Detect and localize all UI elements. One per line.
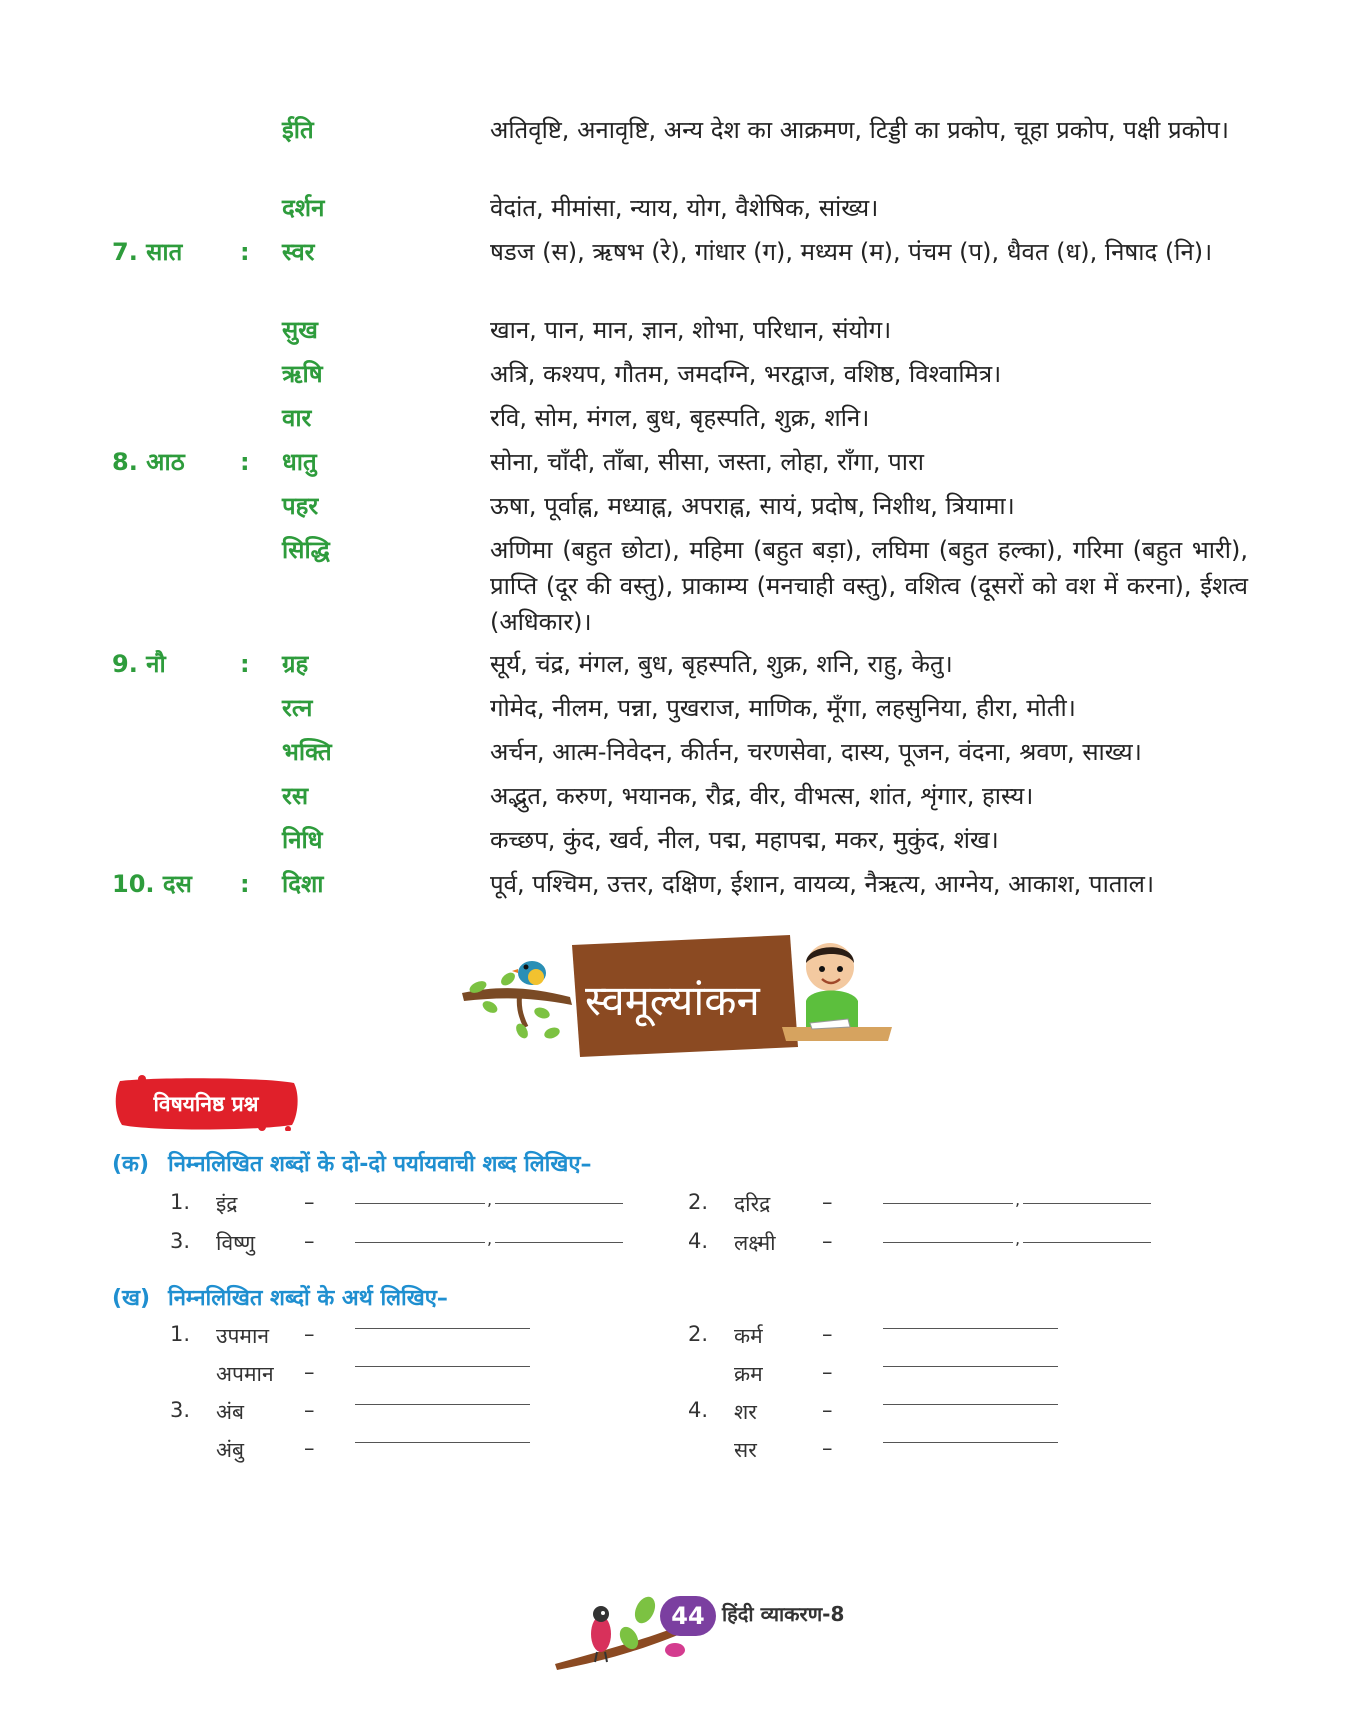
- question-kha-label: (ख): [112, 1286, 151, 1311]
- row-description: षडज (स), ऋषभ (रे), गांधार (ग), मध्यम (म), पंचम (प), धैवत (ध), निषाद (नि)।: [490, 238, 1213, 266]
- row-description: अद्भुत, करुण, भयानक, रौद्र, वीर, वीभत्स, शांत, शृंगार, हास्य।: [490, 782, 1034, 810]
- answer-blank[interactable]: [1023, 1242, 1151, 1243]
- row-description: पूर्व, पश्चिम, उत्तर, दक्षिण, ईशान, वायव्य, नैऋत्य, आग्नेय, आकाश, पाताल।: [490, 870, 1155, 898]
- answer-blank[interactable]: [495, 1203, 623, 1204]
- answer-blank[interactable]: [883, 1328, 1058, 1329]
- book-title: हिंदी व्याकरण-8: [722, 1602, 845, 1626]
- row-number: 10. दस: [112, 870, 192, 898]
- row-colon: :: [240, 238, 250, 266]
- row-number: 8. आठ: [112, 448, 185, 476]
- row-term: रत्न: [282, 694, 313, 722]
- answer-blank[interactable]: [355, 1203, 485, 1204]
- row-term: स्वर: [282, 238, 315, 266]
- row-colon: :: [240, 870, 250, 898]
- answer-blank[interactable]: [355, 1328, 530, 1329]
- answer-blank[interactable]: [883, 1203, 1013, 1204]
- row-description: गोमेद, नीलम, पन्ना, पुखराज, माणिक, मूँगा, लहसुनिया, हीरा, मोती।: [490, 694, 1076, 722]
- blank-separator: ,: [487, 1229, 493, 1248]
- banner-title: स्वमूल्यांकन: [585, 976, 760, 1025]
- blank-separator: ,: [487, 1190, 493, 1209]
- row-term: ऋषि: [282, 360, 323, 388]
- row-description: अणिमा (बहुत छोटा), महिमा (बहुत बड़ा), लघिमा (बहुत हल्का), गरिमा (बहुत भारी), प्राप्ति (दूर की वस्तु), प्राकाम्य (मनचाही वस्तु), वशित्व (दूसरों को वश में करना), ईशत्व (अधिकार)।: [490, 536, 1248, 636]
- row-term: दिशा: [282, 870, 324, 898]
- row-description: अतिवृष्टि, अनावृष्टि, अन्य देश का आक्रमण, टिड्डी का प्रकोप, चूहा प्रकोप, पक्षी प्रकोप।: [490, 116, 1230, 144]
- answer-blank[interactable]: [883, 1442, 1058, 1443]
- answer-blank[interactable]: [883, 1404, 1058, 1405]
- row-term: ग्रह: [282, 650, 309, 678]
- section-tag-label: विषयनिष्ठ प्रश्न: [153, 1092, 259, 1116]
- answer-blank[interactable]: [495, 1242, 623, 1243]
- row-term: धातु: [282, 448, 317, 476]
- row-colon: :: [240, 650, 250, 678]
- row-description: सूर्य, चंद्र, मंगल, बुध, बृहस्पति, शुक्र, शनि, राहु, केतु।: [490, 650, 953, 678]
- blank-separator: ,: [1015, 1190, 1021, 1209]
- question-ka-heading: [112, 1148, 592, 1178]
- self-assessment-banner: [460, 935, 900, 1060]
- answer-blank[interactable]: [355, 1366, 530, 1367]
- question-ka-label: (क): [112, 1152, 150, 1177]
- answer-blank[interactable]: [355, 1404, 530, 1405]
- row-number: 9. नौ: [112, 650, 166, 678]
- row-description: सोना, चाँदी, ताँबा, सीसा, जस्ता, लोहा, राँगा, पारा: [490, 448, 925, 476]
- answer-blank[interactable]: [355, 1242, 485, 1243]
- question-kha-heading: [112, 1282, 448, 1312]
- row-term: पहर: [282, 492, 319, 520]
- row-term: ईति: [282, 116, 314, 144]
- blank-separator: ,: [1015, 1229, 1021, 1248]
- question-ka-text: निम्नलिखित शब्दों के दो-दो पर्यायवाची शब्द लिखिए–: [168, 1152, 592, 1177]
- row-term: सिद्धि: [282, 536, 330, 564]
- answer-blank[interactable]: [883, 1366, 1058, 1367]
- row-term: सुख: [282, 316, 318, 344]
- row-description: रवि, सोम, मंगल, बुध, बृहस्पति, शुक्र, शनि।: [490, 404, 870, 432]
- answer-blank[interactable]: [1023, 1203, 1151, 1204]
- answer-blank[interactable]: [355, 1442, 530, 1443]
- bird-icon: [512, 961, 546, 985]
- row-description: कच्छप, कुंद, खर्व, नील, पद्म, महापद्म, मकर, मुकुंद, शंख।: [490, 826, 999, 854]
- row-term: दर्शन: [282, 194, 325, 222]
- row-term: रस: [282, 782, 309, 810]
- row-term: भक्ति: [282, 738, 332, 766]
- row-number: 7. सात: [112, 238, 183, 266]
- row-colon: :: [240, 448, 250, 476]
- boy-illustration: [782, 943, 892, 1041]
- section-tag: [112, 1075, 300, 1131]
- question-kha-text: निम्नलिखित शब्दों के अर्थ लिखिए–: [168, 1286, 448, 1311]
- row-term: निधि: [282, 826, 323, 854]
- row-description: वेदांत, मीमांसा, न्याय, योग, वैशेषिक, सांख्य।: [490, 194, 879, 222]
- answer-blank[interactable]: [883, 1242, 1013, 1243]
- row-description: अर्चन, आत्म-निवेदन, कीर्तन, चरणसेवा, दास्य, पूजन, वंदना, श्रवण, साख्य।: [490, 738, 1142, 766]
- row-description: अत्रि, कश्यप, गौतम, जमदग्नि, भरद्वाज, वशिष्ठ, विश्वामित्र।: [490, 360, 1002, 388]
- row-term: वार: [282, 404, 312, 432]
- row-description: खान, पान, मान, ज्ञान, शोभा, परिधान, संयोग।: [490, 316, 892, 344]
- page-number: 44: [660, 1596, 716, 1636]
- row-description: ऊषा, पूर्वाह्न, मध्याह्न, अपराह्न, सायं, प्रदोष, निशीथ, त्रियामा।: [490, 492, 1015, 520]
